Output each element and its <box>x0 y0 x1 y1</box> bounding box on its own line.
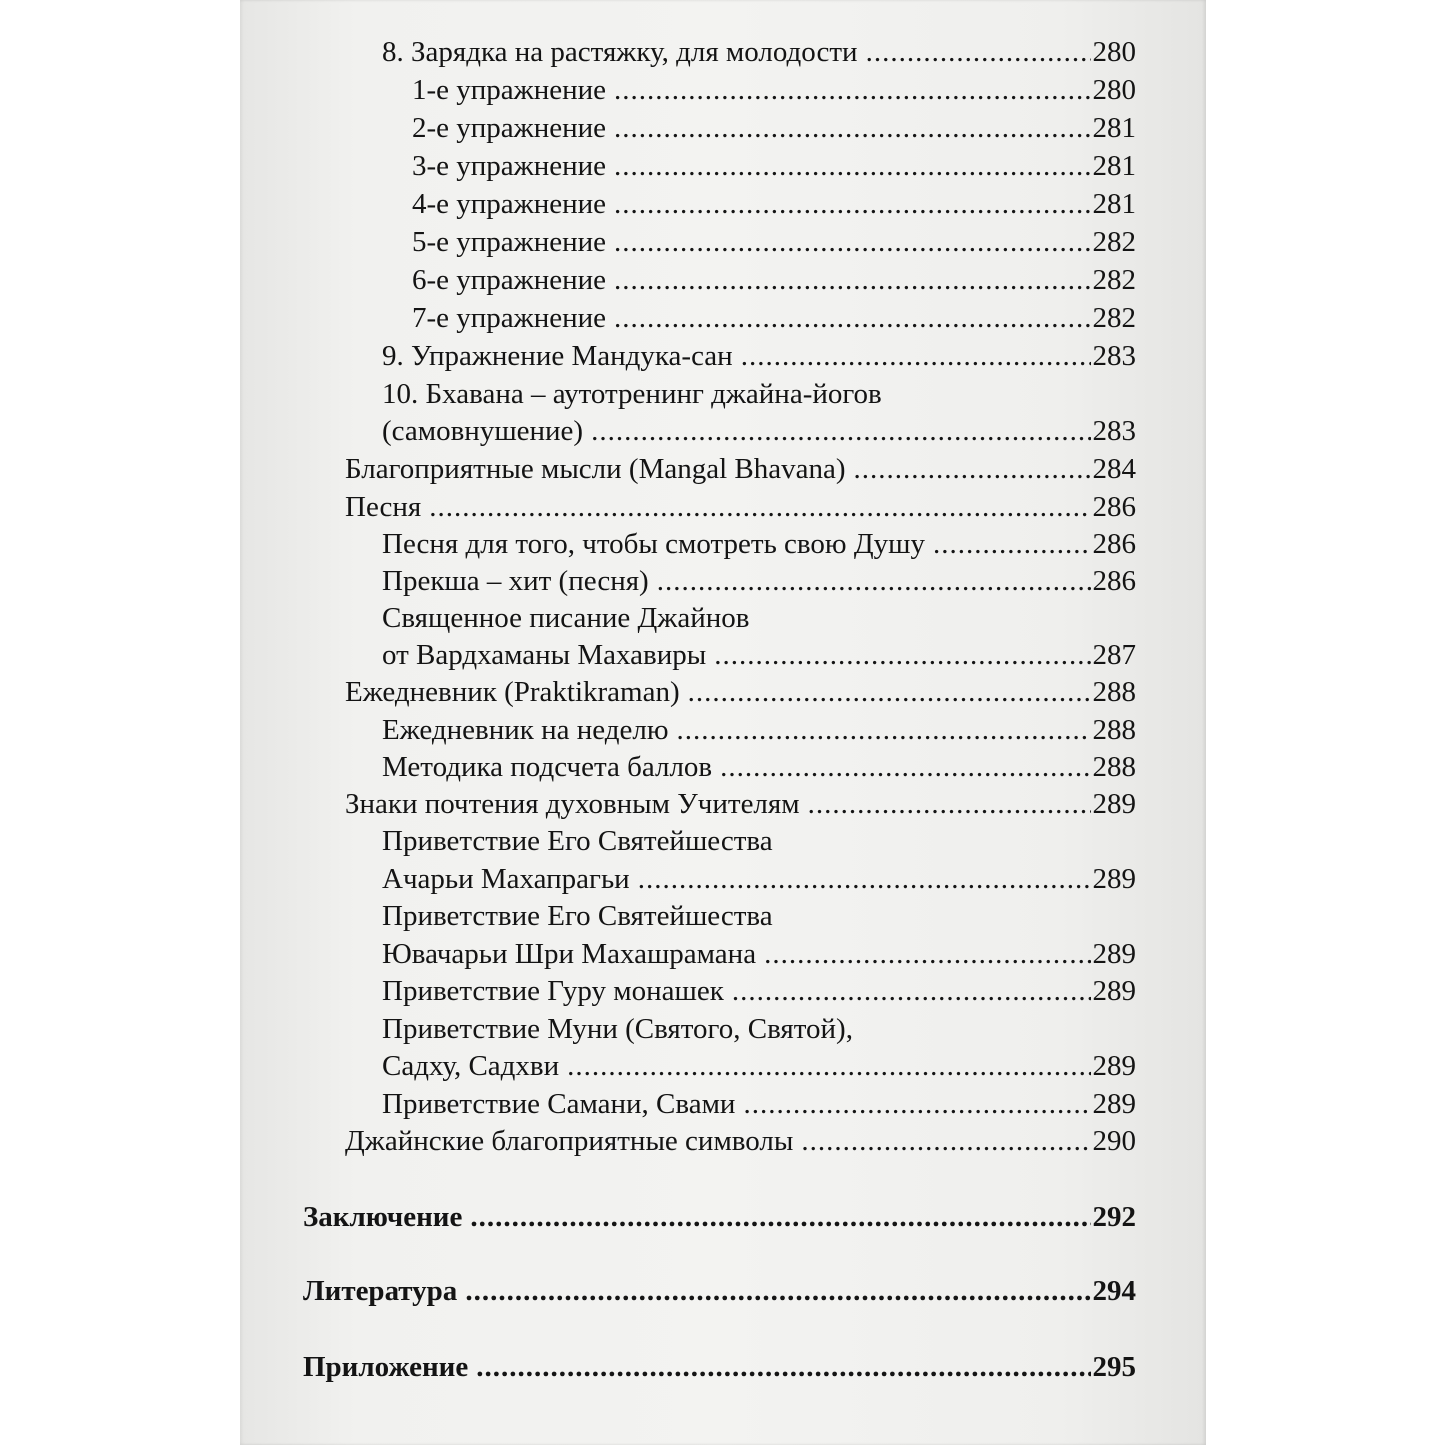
toc-entry-title: Приветствие Гуру монашек <box>382 975 724 1007</box>
toc-entry <box>382 376 1136 412</box>
toc-leader-dots <box>677 712 1091 748</box>
toc-entry <box>345 451 1136 487</box>
toc-entry-title: 3-е упражнение <box>412 150 607 182</box>
toc-entry-title: Священное писание Джайнов <box>382 602 750 634</box>
toc-leader-dots <box>476 1349 1090 1385</box>
toc-leader-dots <box>614 224 1090 260</box>
toc-entry-title: (самовнушение) <box>382 415 584 447</box>
toc-leader-dots <box>614 186 1090 222</box>
toc-entry-title: Приветствие Его Святейшества <box>382 900 773 932</box>
toc-entry-title: Прекша – хит (песня) <box>382 565 649 597</box>
toc-entry-title: Методика подсчета баллов <box>382 751 713 783</box>
toc-entry-page: 288 <box>1092 751 1136 783</box>
toc-leader-dots <box>429 489 1090 525</box>
toc-leader-dots <box>614 262 1090 298</box>
toc-entry-title: 2-е упражнение <box>412 112 607 144</box>
toc-entry-page: 287 <box>1092 639 1136 671</box>
toc-entry-title: 9. Упражнение Мандука-сан <box>382 340 733 372</box>
toc-leader-dots <box>801 1123 1090 1159</box>
toc-leader-dots <box>470 1199 1090 1235</box>
toc-entry <box>345 786 1136 822</box>
toc-entry-page: 283 <box>1092 415 1136 447</box>
toc-entry-page: 292 <box>1092 1201 1136 1233</box>
toc-leader-dots <box>808 786 1091 822</box>
toc-leader-dots <box>688 674 1091 710</box>
toc-entry-page: 295 <box>1092 1351 1136 1383</box>
toc-leader-dots <box>638 861 1091 897</box>
toc-entry-page: 288 <box>1092 714 1136 746</box>
toc-entry <box>382 413 1136 449</box>
toc-entry-title: Литература <box>303 1275 458 1307</box>
toc-entry-title: от Вардхаманы Махавиры <box>382 639 707 671</box>
toc-entry-page: 289 <box>1092 788 1136 820</box>
toc-entry-page: 290 <box>1092 1125 1136 1157</box>
toc-entry <box>382 34 1136 70</box>
toc-leader-dots <box>933 526 1091 562</box>
toc-entry-title: 1-е упражнение <box>412 74 607 106</box>
toc-section-entry <box>303 1349 1136 1385</box>
toc-entry-title: Приветствие Самани, Свами <box>382 1088 736 1120</box>
toc-entry-title: 5-е упражнение <box>412 226 607 258</box>
toc-entry-title: Ачарьи Махапрагьи <box>382 863 630 895</box>
toc-entry-title: 7-е упражнение <box>412 302 607 334</box>
toc-entry-title: Ежедневник (Praktikraman) <box>345 676 680 708</box>
toc-section-entry <box>303 1273 1136 1309</box>
toc-entry <box>382 338 1136 374</box>
toc-leader-dots <box>743 1086 1090 1122</box>
toc-entry-page: 288 <box>1092 676 1136 708</box>
toc-entry <box>412 224 1136 260</box>
toc-entry <box>345 489 1136 525</box>
toc-entry-title: Ювачарьи Шри Махашрамана <box>382 938 757 970</box>
toc-leader-dots <box>465 1273 1090 1309</box>
toc-leader-dots <box>657 563 1091 599</box>
toc-leader-dots <box>854 451 1091 487</box>
toc-leader-dots <box>741 338 1091 374</box>
toc-entry <box>412 300 1136 336</box>
toc-leader-dots <box>614 300 1090 336</box>
toc-leader-dots <box>591 413 1090 449</box>
toc-entry <box>382 749 1136 785</box>
toc-entry-title: Благоприятные мысли (Mangal Bhavana) <box>345 453 846 485</box>
toc-entry <box>345 1123 1136 1159</box>
toc-entry-page: 289 <box>1092 1088 1136 1120</box>
toc-entry-page: 294 <box>1092 1275 1136 1307</box>
table-of-contents <box>240 0 1206 1445</box>
toc-entry-page: 281 <box>1092 188 1136 220</box>
toc-entry-page: 282 <box>1092 302 1136 334</box>
toc-entry-page: 289 <box>1092 1050 1136 1082</box>
toc-entry-title: Садху, Садхви <box>382 1050 560 1082</box>
toc-entry-page: 289 <box>1092 938 1136 970</box>
toc-entry-title: 8. Зарядка на растяжку, для молодости <box>382 36 858 68</box>
toc-entry <box>382 526 1136 562</box>
toc-entry-title: Ежедневник на неделю <box>382 714 669 746</box>
toc-entry-page: 282 <box>1092 226 1136 258</box>
toc-entry-title: Заключение <box>303 1201 463 1233</box>
toc-entry <box>382 712 1136 748</box>
toc-entry-page: 284 <box>1092 453 1136 485</box>
toc-entry <box>382 1086 1136 1122</box>
toc-entry-page: 281 <box>1092 112 1136 144</box>
toc-leader-dots <box>720 749 1090 785</box>
toc-entry-title: 6-е упражнение <box>412 264 607 296</box>
toc-entry <box>382 1011 1136 1047</box>
toc-entry-title: Приветствие Его Святейшества <box>382 825 773 857</box>
toc-leader-dots <box>614 110 1090 146</box>
toc-entry <box>345 674 1136 710</box>
toc-entry-page: 289 <box>1092 975 1136 1007</box>
toc-leader-dots <box>866 34 1091 70</box>
toc-entry <box>382 600 1136 636</box>
toc-entry <box>412 110 1136 146</box>
toc-entry <box>382 823 1136 859</box>
toc-entry-page: 286 <box>1092 528 1136 560</box>
toc-entry <box>382 637 1136 673</box>
toc-entry-title: 10. Бхавана – аутотренинг джайна-йогов <box>382 378 882 410</box>
toc-entry-page: 280 <box>1092 36 1136 68</box>
toc-leader-dots <box>567 1048 1090 1084</box>
toc-leader-dots <box>764 936 1090 972</box>
toc-leader-dots <box>714 637 1090 673</box>
toc-entry-title: 4-е упражнение <box>412 188 607 220</box>
toc-entry <box>382 563 1136 599</box>
toc-entry-page: 283 <box>1092 340 1136 372</box>
toc-entry <box>382 1048 1136 1084</box>
book-page <box>240 0 1206 1445</box>
toc-leader-dots <box>732 973 1091 1009</box>
toc-entry <box>412 72 1136 108</box>
toc-entry-page: 286 <box>1092 491 1136 523</box>
toc-entry <box>382 898 1136 934</box>
toc-leader-dots <box>614 148 1090 184</box>
toc-entry <box>382 973 1136 1009</box>
toc-entry-page: 280 <box>1092 74 1136 106</box>
toc-entry-title: Приветствие Муни (Святого, Святой), <box>382 1013 853 1045</box>
toc-entry-title: Знаки почтения духовным Учителям <box>345 788 800 820</box>
toc-entry <box>412 148 1136 184</box>
toc-entry-title: Приложение <box>303 1351 469 1383</box>
toc-entry-title: Песня для того, чтобы смотреть свою Душу <box>382 528 925 560</box>
toc-section-entry <box>303 1199 1136 1235</box>
toc-entry-page: 286 <box>1092 565 1136 597</box>
toc-entry <box>382 936 1136 972</box>
toc-entry-title: Джайнские благоприятные символы <box>345 1125 794 1157</box>
toc-entry-page: 289 <box>1092 863 1136 895</box>
toc-entry-title: Песня <box>345 491 422 523</box>
toc-entry <box>412 186 1136 222</box>
toc-entry <box>412 262 1136 298</box>
toc-entry-page: 282 <box>1092 264 1136 296</box>
toc-leader-dots <box>614 72 1090 108</box>
toc-entry-page: 281 <box>1092 150 1136 182</box>
toc-entry <box>382 861 1136 897</box>
